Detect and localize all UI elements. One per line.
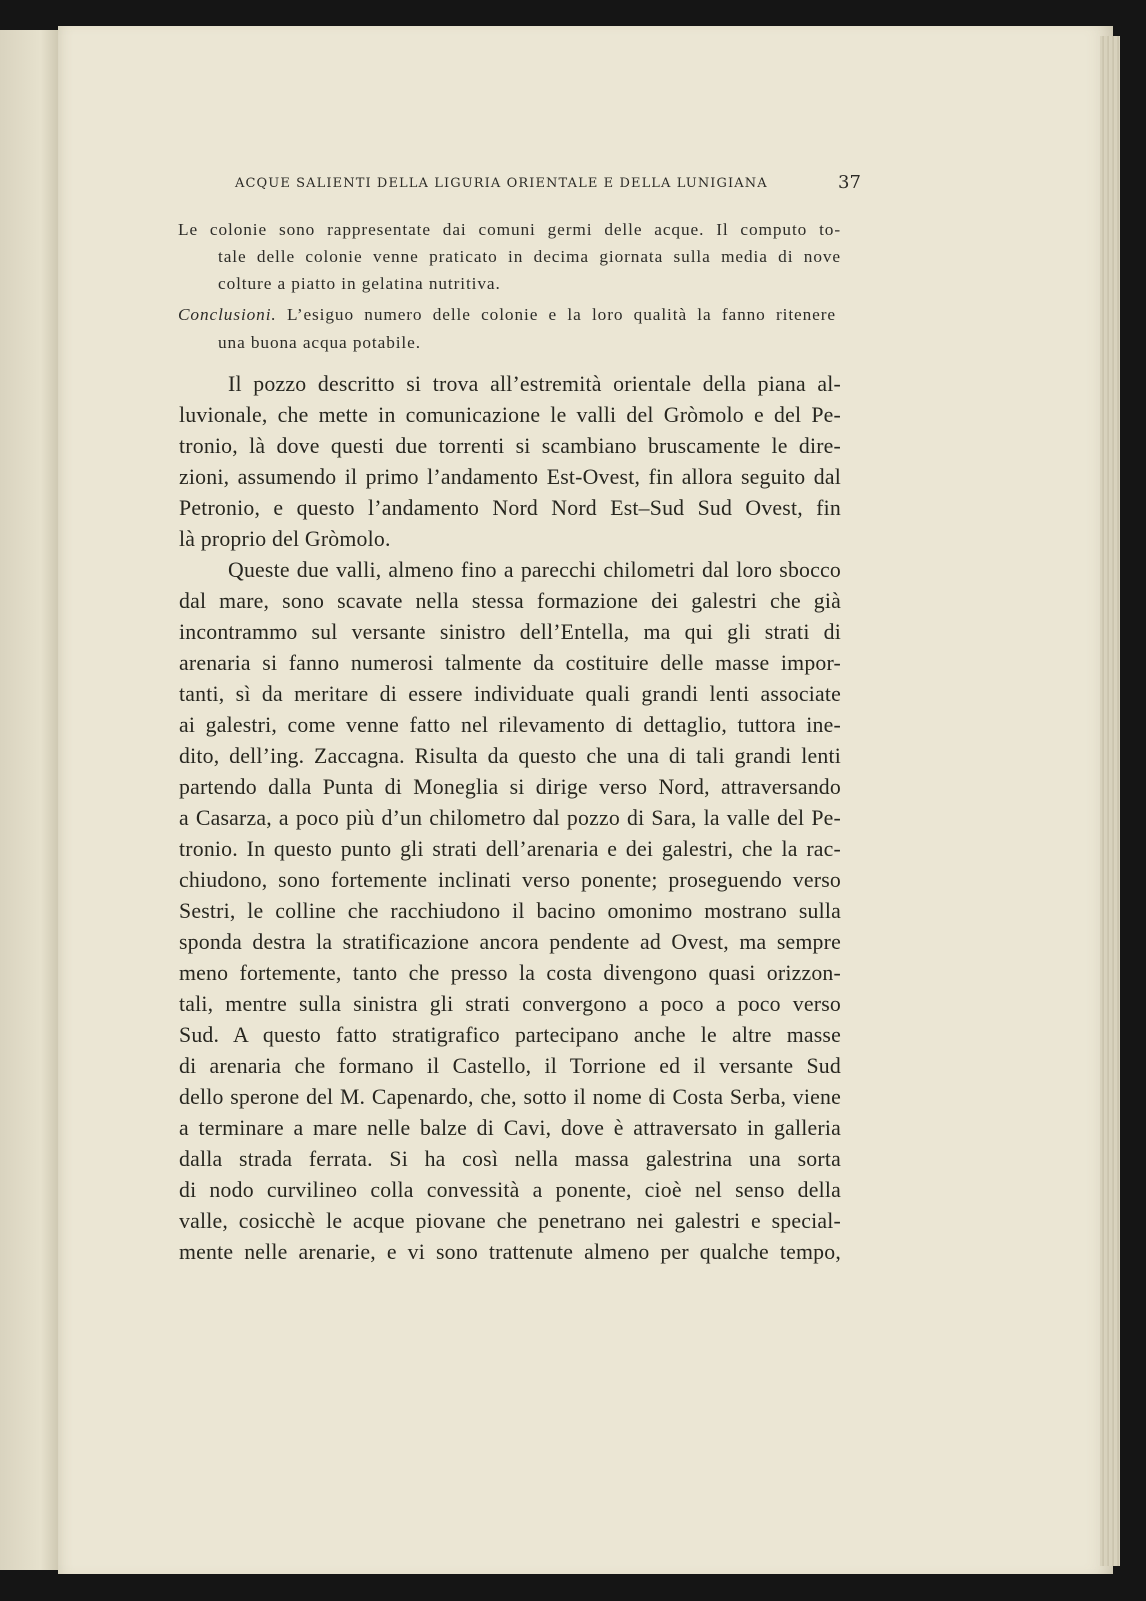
body-line: zioni, assumendo il primo l’andamento Est-Ovest, fin allora seguito dal [179, 465, 841, 489]
body-line: arenaria si fanno numerosi talmente da costituire delle masse impor- [179, 651, 841, 675]
body-line: Il pozzo descritto si trova all’estremità orientale della piana al- [228, 372, 841, 396]
analysis-line: colture a piatto in gelatina nutritiva. [218, 274, 501, 293]
conclusion-text: L’esiguo numero delle colonie e la loro qualità la fanno ritenere [286, 305, 836, 324]
body-line: dal mare, sono scavate nella stessa formazione dei galestri che già [179, 589, 841, 613]
body-line: Sud. A questo fatto stratigrafico partecipano anche le altre masse [179, 1023, 841, 1047]
conclusion-line: una buona acqua potabile. [218, 333, 421, 352]
body-line: meno fortemente, tanto che presso la costa divengono quasi orizzon- [179, 961, 841, 985]
body-line: ai galestri, come venne fatto nel rilevamento di dettaglio, tuttora ine- [179, 713, 841, 737]
body-line: tali, mentre sulla sinistra gli strati convergono a poco a poco verso [179, 992, 841, 1016]
body-line: dalla strada ferrata. Si ha così nella massa galestrina una sorta [179, 1147, 841, 1171]
body-line: dello sperone del M. Capenardo, che, sotto il nome di Costa Serba, viene [179, 1085, 841, 1109]
conclusion-line [178, 305, 836, 325]
body-line: partendo dalla Punta di Moneglia si dirige verso Nord, attraversando [179, 775, 841, 799]
body-line: mente nelle arenarie, e vi sono trattenute almeno per qualche tempo, [179, 1240, 841, 1264]
body-line: a Casarza, a poco più d’un chilometro dal pozzo di Sara, la valle del Pe- [179, 806, 841, 830]
body-line: sponda destra la stratificazione ancora pendente ad Ovest, ma sempre [179, 930, 841, 954]
body-line: Sestri, le colline che racchiudono il bacino omonimo mostrano sulla [179, 899, 841, 923]
body-line: dito, dell’ing. Zaccagna. Risulta da questo che una di tali grandi lenti [179, 744, 841, 768]
body-line: luvionale, che mette in comunicazione le valli del Gròmolo e del Pe- [179, 403, 841, 427]
previous-page-edge [0, 30, 60, 1570]
body-line: chiudono, sono fortemente inclinati verso ponente; proseguendo verso [179, 868, 841, 892]
body-line: Petronio, e questo l’andamento Nord Nord Est–Sud Sud Ovest, fin [179, 496, 841, 520]
body-line: di arenaria che formano il Castello, il Torrione ed il versante Sud [179, 1054, 841, 1078]
running-title: ACQUE SALIENTI DELLA LIGURIA ORIENTALE E DELLA LUNIGIANA [235, 176, 768, 191]
analysis-line: Le colonie sono rappresentate dai comuni germi delle acque. Il computo to- [178, 220, 841, 239]
body-line: tronio, là dove questi due torrenti si scambiano bruscamente le dire- [179, 434, 841, 458]
body-line: Queste due valli, almeno fino a parecchi chilometri dal loro sbocco [228, 558, 841, 582]
body-line: valle, cosicchè le acque piovane che penetrano nei galestri e special- [179, 1209, 841, 1233]
conclusion-label: Conclusioni. [178, 305, 277, 324]
body-line: là proprio del Gròmolo. [179, 527, 391, 551]
page-number: 37 [838, 172, 861, 193]
analysis-line: tale delle colonie venne praticato in decima giornata sulla media di nove [218, 247, 841, 266]
body-line: tanti, sì da meritare di essere individuate quali grandi lenti associate [179, 682, 841, 706]
body-line: di nodo curvilineo colla convessità a ponente, cioè nel senso della [179, 1178, 841, 1202]
page-stack-edge [1100, 36, 1120, 1566]
body-line: incontrammo sul versante sinistro dell’Entella, ma qui gli strati di [179, 620, 841, 644]
body-line: a terminare a mare nelle balze di Cavi, dove è attraversato in galleria [179, 1116, 841, 1140]
body-line: tronio. In questo punto gli strati dell’arenaria e dei galestri, che la rac- [179, 837, 841, 861]
